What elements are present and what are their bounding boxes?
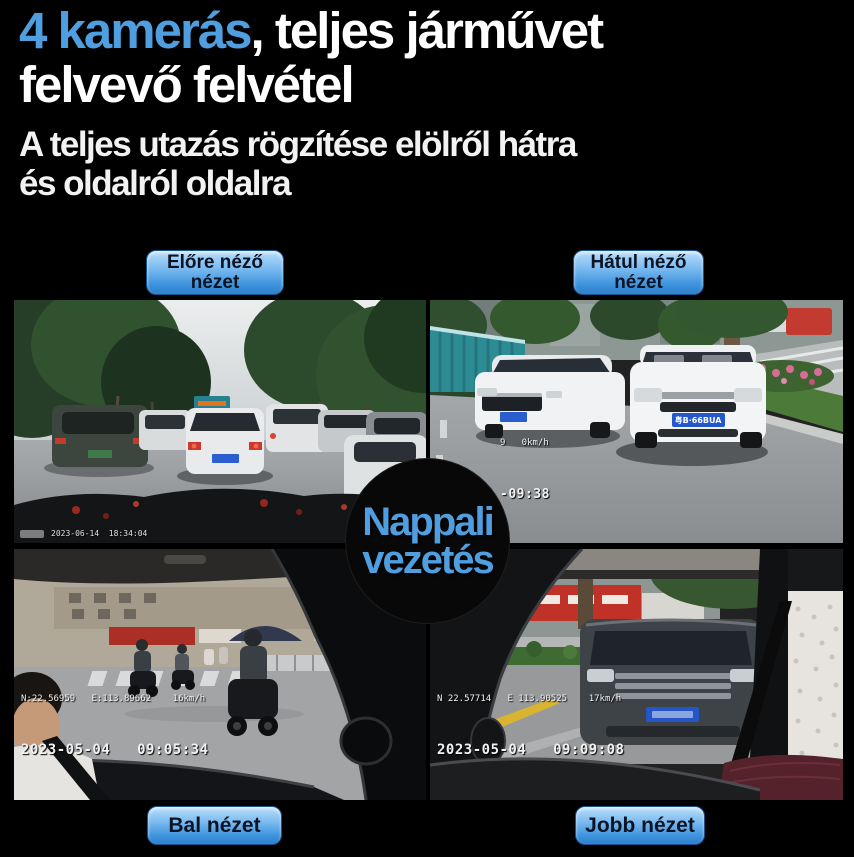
- badge-line2: vezetés: [362, 538, 493, 582]
- subtitle-line1: A teljes utazás rögzítése elölről hátra: [19, 125, 576, 164]
- title-line1: [19, 4, 839, 58]
- left-gps-text: N:22.56959 E:113.89662 16km/h: [21, 694, 206, 704]
- front-view-label-line2: nézet: [190, 271, 240, 293]
- badge-line1: Nappali: [362, 500, 493, 544]
- front-view-label-line1: Előre néző: [166, 252, 264, 274]
- right-view-label: [575, 806, 705, 845]
- rear-time-text: -09:38: [500, 487, 550, 502]
- daytime-driving-badge: [345, 458, 510, 624]
- right-timestamp-text: 2023-05-04 09:09:08: [437, 742, 625, 758]
- right-gps-text: N 22.57714 E 113.90525 17km/h: [437, 694, 622, 704]
- left-view-label: [147, 806, 282, 845]
- rear-view-label-line1: Hátul néző: [590, 252, 687, 274]
- rear-car-license-plate: 粤B·66BUA: [674, 416, 722, 425]
- left-view-label-text: Bal nézet: [168, 813, 261, 837]
- rear-view-label: [573, 250, 704, 295]
- front-timestamp: [20, 529, 147, 538]
- title-highlight: 4 kamerás: [19, 2, 251, 59]
- title-rest: , teljes járművet: [250, 2, 603, 59]
- right-timestamp: [437, 656, 625, 796]
- page-subtitle: [19, 125, 839, 203]
- front-view-label: [146, 250, 284, 295]
- header: [19, 4, 839, 203]
- title-line2: felvevő felvétel: [19, 56, 353, 113]
- page-title: [19, 4, 839, 112]
- front-timestamp-text: 2023-06-14 18:34:04: [51, 529, 148, 538]
- right-view-label-text: Jobb nézet: [585, 813, 695, 837]
- left-timestamp-text: 2023-05-04 09:05:34: [21, 742, 209, 758]
- dashcam-logo-chip: [20, 530, 44, 538]
- rear-view-label-line2: nézet: [614, 271, 663, 293]
- left-timestamp: [21, 656, 209, 796]
- subtitle-line2: és oldalról oldalra: [19, 164, 291, 203]
- rear-timestamp: [500, 400, 558, 540]
- rear-speed-text: 9 0km/h: [500, 438, 549, 448]
